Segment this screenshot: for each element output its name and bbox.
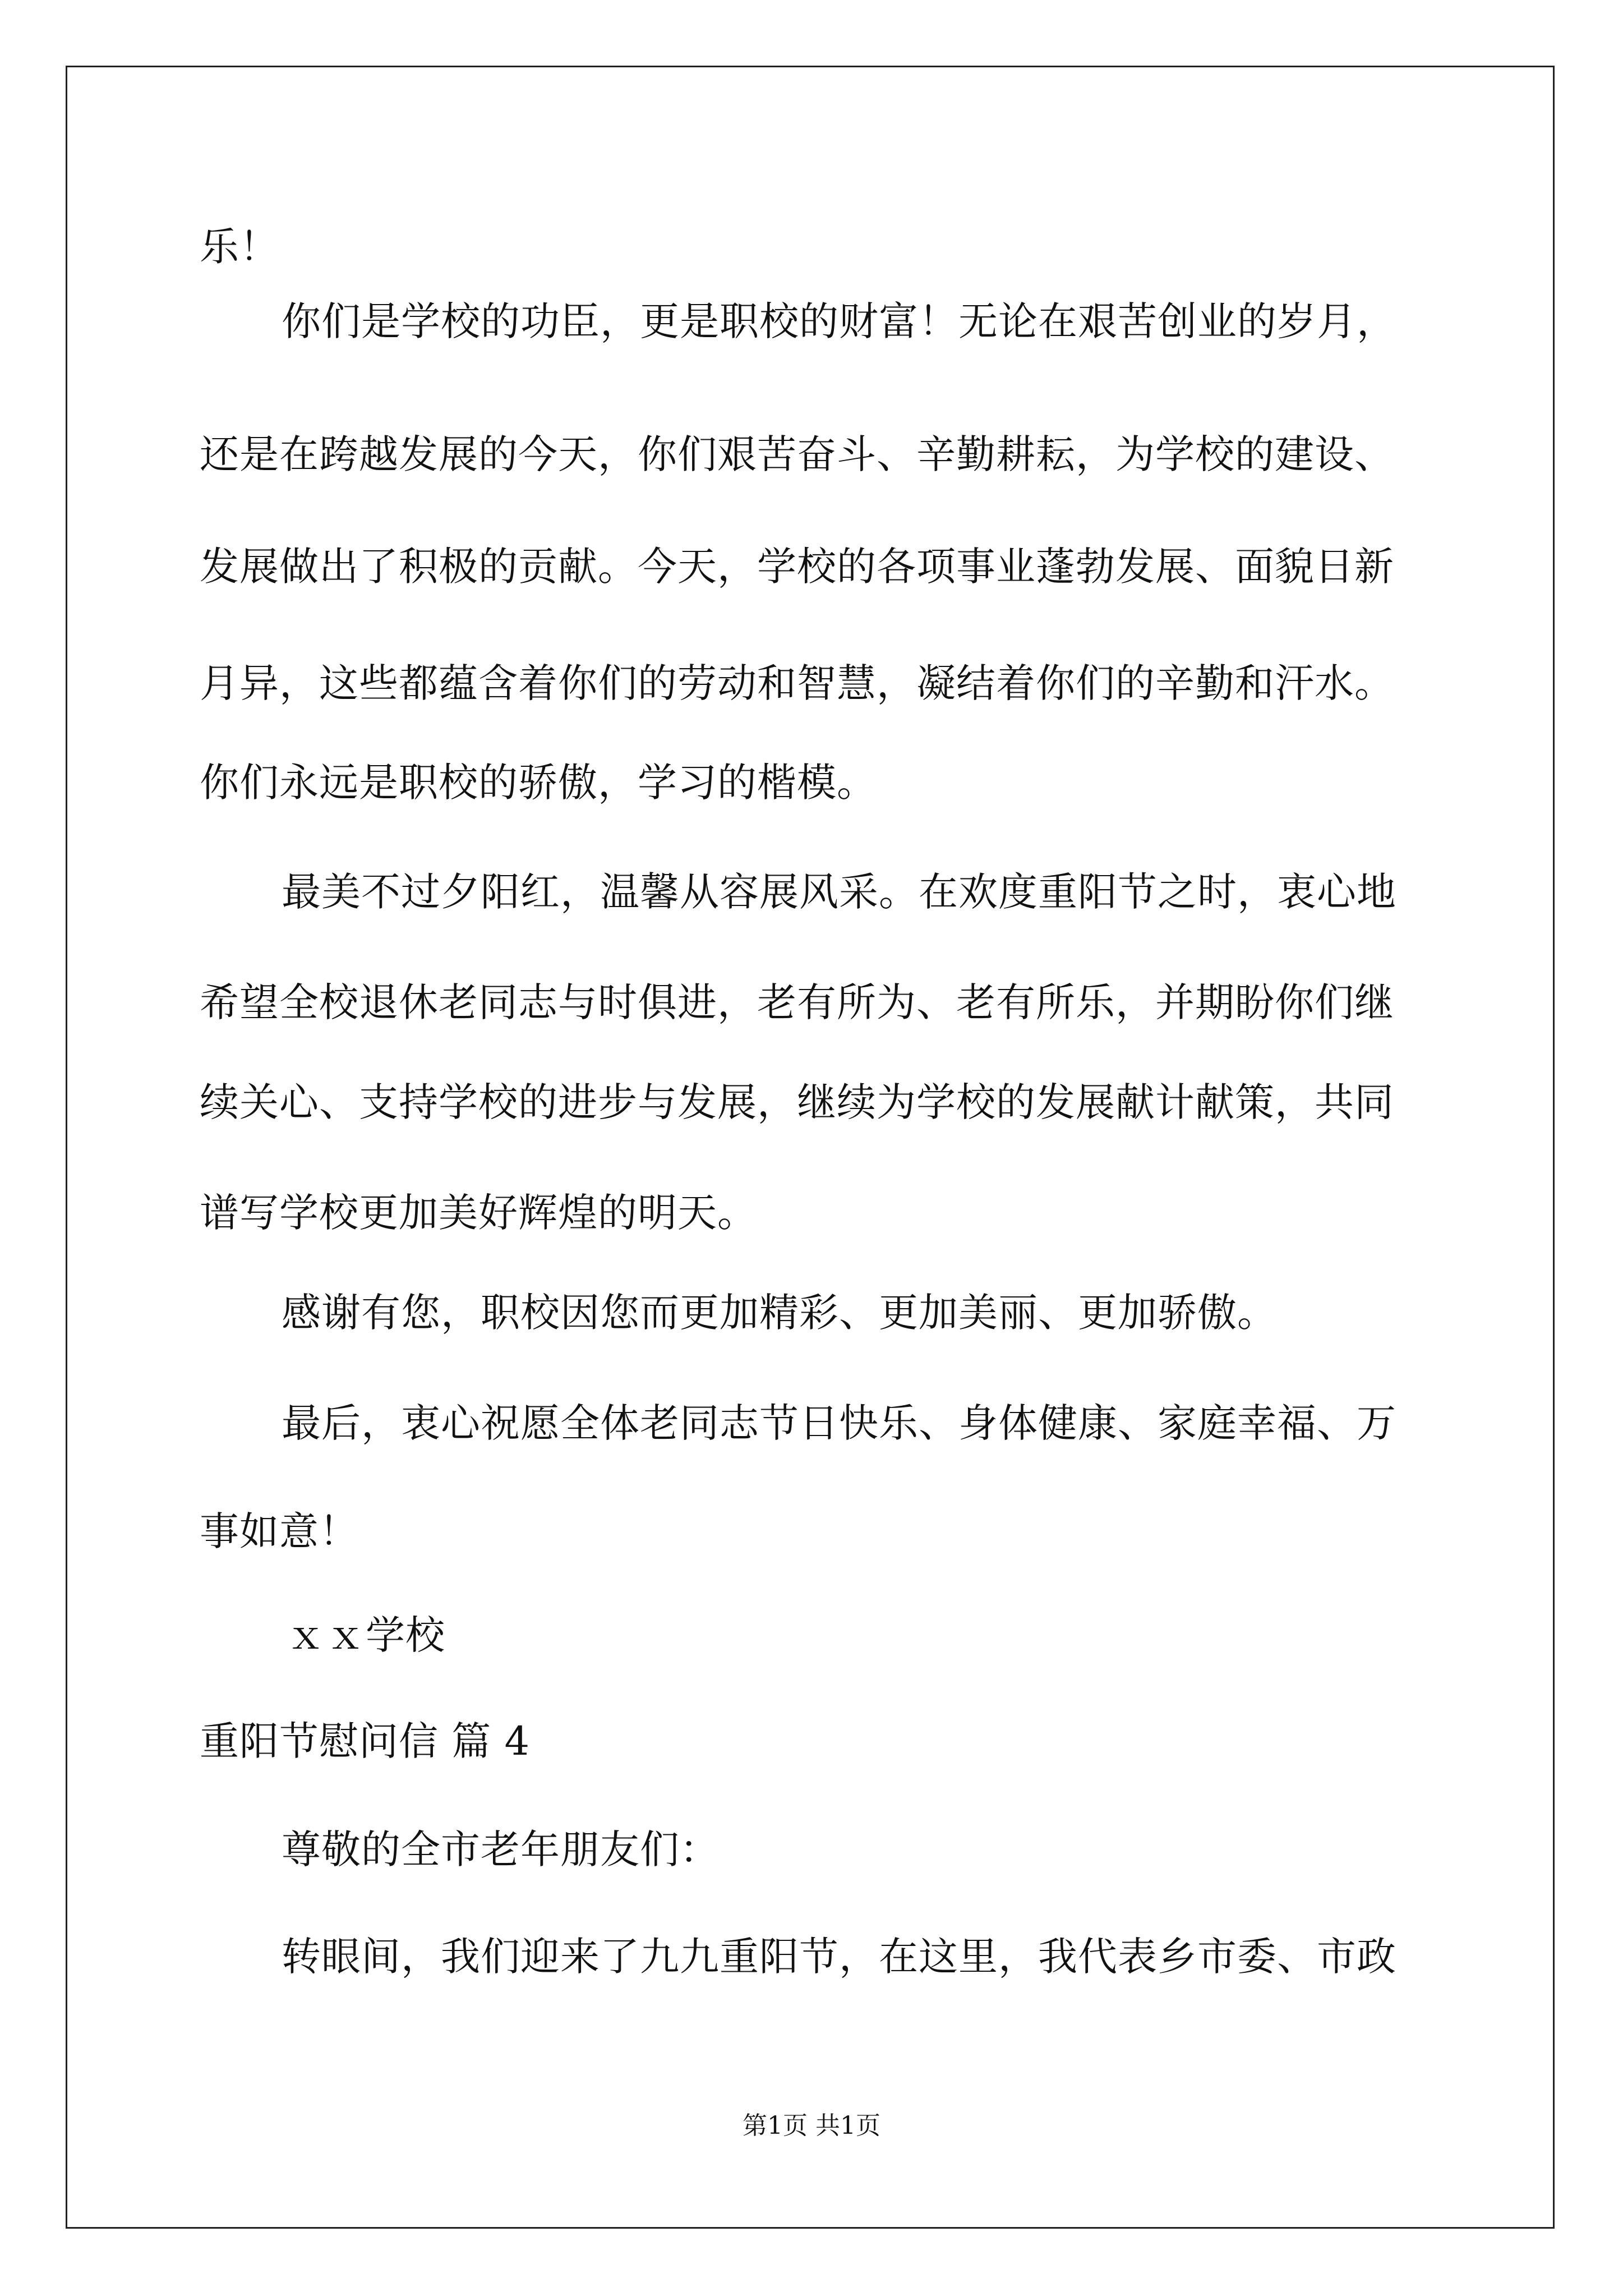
text-line: 续关心、支持学校的进步与发展，继续为学校的发展献计献策，共同 <box>200 1079 1394 1125</box>
text-line: 你们是学校的功臣，更是职校的财富！无论在艰苦创业的岁月， <box>282 298 1396 344</box>
text-line: 希望全校退休老同志与时俱进，老有所为、老有所乐，并期盼你们继 <box>200 979 1394 1025</box>
section-heading: 重阳节慰问信 篇 4 <box>200 1718 531 1764</box>
text-line: 还是在跨越发展的今天，你们艰苦奋斗、辛勤耕耘，为学校的建设、 <box>200 431 1394 477</box>
text-line: 谱写学校更加美好辉煌的明天。 <box>200 1190 757 1236</box>
text-line: 月异，这些都蕴含着你们的劳动和智慧，凝结着你们的辛勤和汗水。 <box>200 660 1394 706</box>
page-footer: 第1页 共1页 <box>743 2111 880 2140</box>
text-line: 发展做出了积极的贡献。今天，学校的各项事业蓬勃发展、面貌日新 <box>200 544 1394 590</box>
salutation: 尊敬的全市老年朋友们： <box>282 1826 720 1872</box>
text-line: 感谢有您，职校因您而更加精彩、更加美丽、更加骄傲。 <box>282 1290 1277 1336</box>
signature-line: ｘｘ学校 <box>286 1612 445 1658</box>
text-line: 最美不过夕阳红，温馨从容展风采。在欢度重阳节之时，衷心地 <box>282 869 1396 915</box>
text-line: 事如意！ <box>200 1508 359 1554</box>
text-line: 你们永远是职校的骄傲，学习的楷模。 <box>200 760 877 806</box>
text-line: 转眼间，我们迎来了九九重阳节，在这里，我代表乡市委、市政 <box>282 1934 1396 1980</box>
text-line: 乐！ <box>200 224 279 270</box>
text-line: 最后，衷心祝愿全体老同志节日快乐、身体健康、家庭幸福、万 <box>282 1400 1396 1446</box>
page-border <box>66 66 1555 2229</box>
